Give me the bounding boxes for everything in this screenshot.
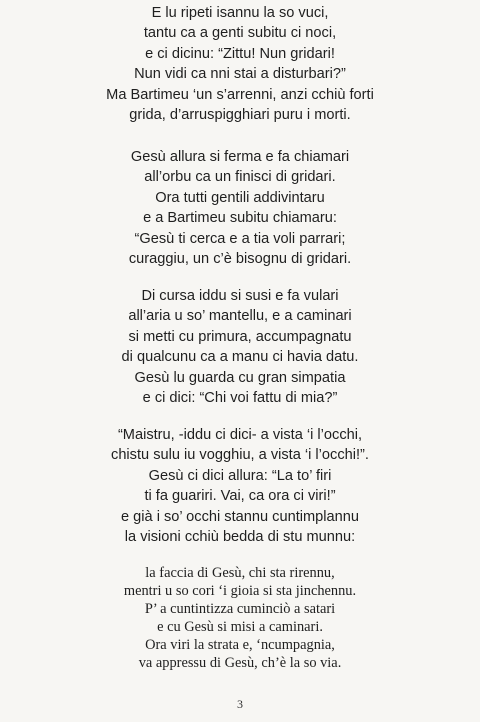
verse-line: chistu sulu iu vogghiu, a vista ‘i l’occhi!”. xyxy=(111,447,369,464)
verse-line: di qualcunu ca a manu ci havia datu. xyxy=(121,349,359,366)
verse-line: Nun vidi ca nni stai a disturbari?” xyxy=(134,66,346,83)
stanza-5 xyxy=(0,564,480,672)
verse-line: e cu Gesù si misi a caminari. xyxy=(157,619,323,635)
verse-line: Gesù ci dici allura: “La to’ firi xyxy=(148,467,332,484)
verse-line: “Gesù ti cerca e a tia voli parrari; xyxy=(134,230,346,247)
verse-line: Gesù lu guarda cu gran simpatia xyxy=(134,369,346,386)
verse-line: Ora tutti gentili addivintaru xyxy=(155,189,325,206)
verse-line: e ci dicinu: “Zittu! Nun gridari! xyxy=(145,45,335,62)
verse-line: va appressu di Gesù, ch’è la so via. xyxy=(138,655,342,671)
stanza-3 xyxy=(0,286,480,408)
verse-line: Ma Bartimeu ‘un s’arrenni, anzi cchiù forti xyxy=(106,86,374,103)
verse-line: la visioni cchiù bedda di stu munnu: xyxy=(124,529,356,546)
verse-line: P’ a cuntintizza cuminciò a satari xyxy=(144,601,336,617)
verse-line: Gesù allura si ferma e fa chiamari xyxy=(130,149,350,165)
verse-line: tantu ca a genti subitu ci noci, xyxy=(143,25,337,42)
verse-line: E lu ripeti isannu la so vuci, xyxy=(151,5,329,21)
verse-line: e ci dici: “Chi voi fattu di mia?” xyxy=(142,390,338,407)
verse-line: e a Bartimeu subitu chiamaru: xyxy=(143,210,337,227)
stanza-1 xyxy=(0,3,480,125)
page-number: 3 xyxy=(237,697,243,711)
verse-line: si metti cu primura, accumpagnatu xyxy=(128,328,352,345)
verse-line: ti fa guariri. Vai, ca ora ci viri!” xyxy=(144,488,336,505)
verse-line: la faccia di Gesù, chi sta rirennu, xyxy=(145,565,335,581)
verse-line: Ora viri la strata e, ‘ncumpagnia, xyxy=(145,637,335,653)
verse-line: e già i so’ occhi stannu cuntimplannu xyxy=(121,508,359,525)
stanza-4 xyxy=(0,425,480,547)
verse-line: Di cursa iddu si susi e fa vulari xyxy=(141,288,339,304)
stanza-2 xyxy=(0,147,480,269)
verse-line: all’orbu ca un finisci di gridari. xyxy=(144,169,336,186)
verse-line: all’aria u so’ mantellu, e a caminari xyxy=(128,308,352,325)
verse-line: curaggiu, un c’è bisognu di gridari. xyxy=(128,251,352,268)
verse-line: mentri u so cori ‘i gioia si sta jinchennu. xyxy=(123,583,357,599)
verse-line: “Maistru, -iddu ci dici- a vista ‘i l’occhi, xyxy=(117,427,363,443)
verse-line: grida, d’arruspigghiari puru i morti. xyxy=(129,107,351,124)
